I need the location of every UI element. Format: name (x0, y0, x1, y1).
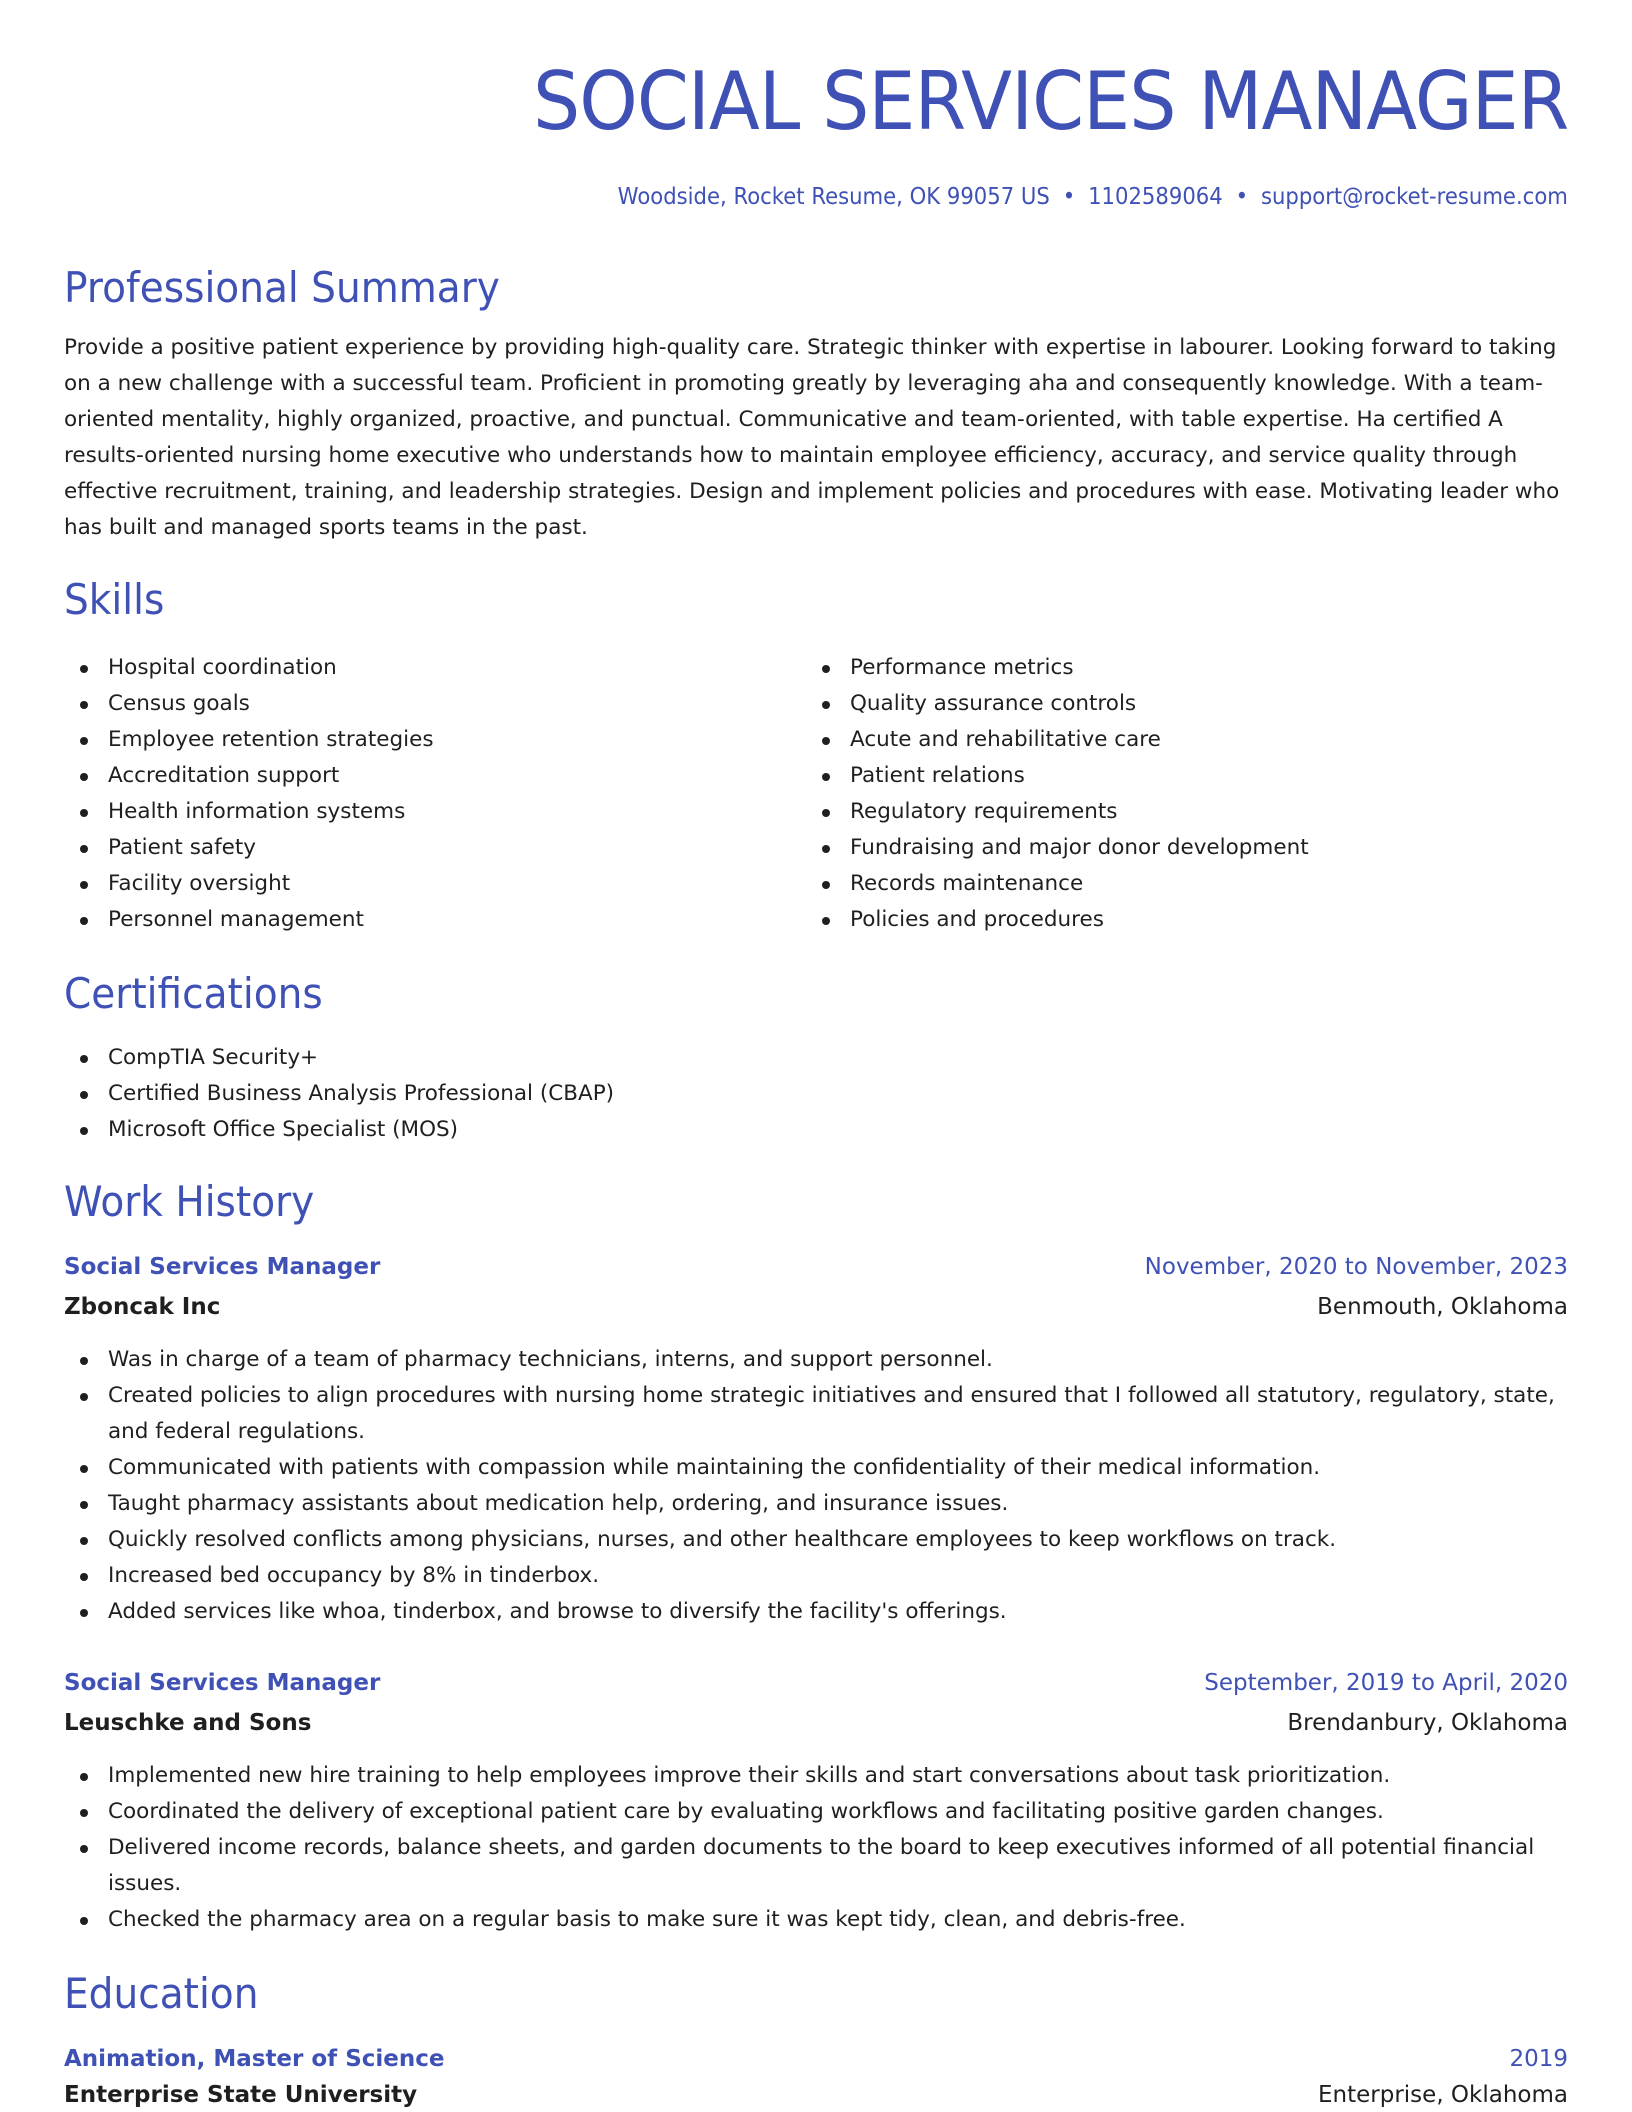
skill-item: Patient relations (806, 758, 1566, 794)
education-school-row (64, 2078, 1568, 2112)
bullet-icon (80, 1917, 88, 1925)
skill-item: Personnel management (64, 902, 764, 938)
bullet-icon (80, 1537, 88, 1545)
bullet-icon (80, 809, 88, 817)
job-bullet: Delivered income records, balance sheets, and garden documents to the board to keep executives informed of all potential financial issues. (64, 1830, 1568, 1902)
skill-item: Policies and procedures (806, 902, 1566, 938)
bullet-icon (822, 665, 830, 673)
bullet-icon (80, 737, 88, 745)
bullet-icon (80, 773, 88, 781)
bullet-icon (80, 1809, 88, 1817)
bullet-icon (80, 1573, 88, 1581)
bullet-icon (80, 1393, 88, 1401)
bullet-icon (80, 1091, 88, 1099)
contact-phone: 1102589064 (1088, 184, 1223, 210)
bullet-icon (80, 701, 88, 709)
bullet-icon (80, 1127, 88, 1135)
skill-item: Fundraising and major donor development (806, 830, 1566, 866)
education-degree: Animation, Master of Science (64, 2046, 445, 2072)
job-company-row (64, 1288, 1568, 1326)
job-bullet: Implemented new hire training to help employees improve their skills and start conversations about task prioritization. (64, 1758, 1568, 1794)
contact-line (618, 180, 1568, 214)
summary-text: Provide a positive patient experience by providing high-quality care. Strategic thinker with expertise in labourer. Looking forward to taking on a new challenge with a successful team. Proficient in promoting greatly by leveraging aha and consequently knowledge. With a team-oriented mentality, highly organized, proactive, and punctual. Communicative and team-oriented, with table expertise. Ha certified A results-oriented nursing home executive who understands how to maintain employee efficiency, accuracy, and service quality through effective recruitment, training, and leadership strategies. Design and implement policies and procedures with ease. Motivating leader who has built and managed sports teams in the past. (64, 335, 1560, 540)
job-bullets (64, 1342, 1568, 1630)
job-bullet: Checked the pharmacy area on a regular basis to make sure it was kept tidy, clean, and debris-free. (64, 1902, 1568, 1938)
job-bullet: Quickly resolved conflicts among physicians, nurses, and other healthcare employees to keep workflows on track. (64, 1522, 1568, 1558)
job-header-row (64, 1248, 1568, 1286)
resume-page (64, 0, 1568, 2112)
education-heading: Education (64, 1969, 259, 2018)
skill-item: Performance metrics (806, 650, 1566, 686)
bullet-icon (822, 845, 830, 853)
summary-heading: Professional Summary (64, 263, 500, 312)
bullet-icon (80, 845, 88, 853)
skill-item: Acute and rehabilitative care (806, 722, 1566, 758)
job-location: Brendanbury, Oklahoma (1287, 1710, 1568, 1736)
bullet-icon (822, 737, 830, 745)
bullet-icon (80, 665, 88, 673)
skill-item: Accreditation support (64, 758, 764, 794)
job-bullet: Coordinated the delivery of exceptional patient care by evaluating workflows and facilitating positive garden changes. (64, 1794, 1568, 1830)
bullet-icon (80, 1501, 88, 1509)
certification-item: CompTIA Security+ (64, 1040, 1568, 1076)
skill-item: Quality assurance controls (806, 686, 1566, 722)
contact-separator: • (1062, 184, 1076, 210)
bullet-icon (822, 917, 830, 925)
job-bullet: Taught pharmacy assistants about medication help, ordering, and insurance issues. (64, 1486, 1568, 1522)
education-school: Enterprise State University (64, 2082, 418, 2108)
bullet-icon (80, 1609, 88, 1617)
bullet-icon (80, 1465, 88, 1473)
skills-heading: Skills (64, 575, 165, 624)
job-title: Social Services Manager (64, 1254, 381, 1280)
certification-item: Microsoft Office Specialist (MOS) (64, 1112, 1568, 1148)
bullet-icon (822, 773, 830, 781)
job-bullet: Created policies to align procedures with nursing home strategic initiatives and ensured that I followed all statutory, regulatory, state, and federal regulations. (64, 1378, 1568, 1450)
job-dates: November, 2020 to November, 2023 (1144, 1254, 1568, 1280)
skills-list-right (806, 650, 1566, 938)
contact-separator: • (1235, 184, 1249, 210)
job-bullet: Was in charge of a team of pharmacy technicians, interns, and support personnel. (64, 1342, 1568, 1378)
bullet-icon (80, 1055, 88, 1063)
skills-list-left (64, 650, 764, 938)
candidate-name: SOCIAL SERVICES MANAGER (532, 55, 1568, 148)
skill-item: Records maintenance (806, 866, 1566, 902)
job-bullet: Increased bed occupancy by 8% in tinderbox. (64, 1558, 1568, 1594)
bullet-icon (80, 881, 88, 889)
contact-email[interactable]: support@rocket-resume.com (1261, 184, 1568, 210)
job-bullet: Communicated with patients with compassion while maintaining the confidentiality of their medical information. (64, 1450, 1568, 1486)
education-year: 2019 (1509, 2046, 1568, 2072)
certifications-heading: Certifications (64, 969, 323, 1018)
education-location: Enterprise, Oklahoma (1318, 2082, 1568, 2108)
work-history-heading: Work History (64, 1177, 315, 1226)
bullet-icon (80, 1845, 88, 1853)
job-company: Zboncak Inc (64, 1294, 221, 1320)
skill-item: Health information systems (64, 794, 764, 830)
skill-item: Hospital coordination (64, 650, 764, 686)
job-title: Social Services Manager (64, 1670, 381, 1696)
job-location: Benmouth, Oklahoma (1317, 1294, 1568, 1320)
education-degree-row (64, 2040, 1568, 2078)
certifications-list (64, 1040, 1568, 1148)
skill-item: Census goals (64, 686, 764, 722)
bullet-icon (80, 917, 88, 925)
skill-item: Employee retention strategies (64, 722, 764, 758)
job-bullet: Added services like whoa, tinderbox, and browse to diversify the facility's offerings. (64, 1594, 1568, 1630)
contact-address: Woodside, Rocket Resume, OK 99057 US (617, 184, 1050, 210)
bullet-icon (80, 1357, 88, 1365)
job-company: Leuschke and Sons (64, 1710, 312, 1736)
skill-item: Regulatory requirements (806, 794, 1566, 830)
bullet-icon (822, 809, 830, 817)
bullet-icon (822, 701, 830, 709)
job-header-row (64, 1664, 1568, 1702)
skill-item: Facility oversight (64, 866, 764, 902)
job-dates: September, 2019 to April, 2020 (1204, 1670, 1568, 1696)
bullet-icon (80, 1773, 88, 1781)
job-company-row (64, 1704, 1568, 1742)
job-bullets (64, 1758, 1568, 1938)
certification-item: Certified Business Analysis Professional (CBAP) (64, 1076, 1568, 1112)
skill-item: Patient safety (64, 830, 764, 866)
bullet-icon (822, 881, 830, 889)
